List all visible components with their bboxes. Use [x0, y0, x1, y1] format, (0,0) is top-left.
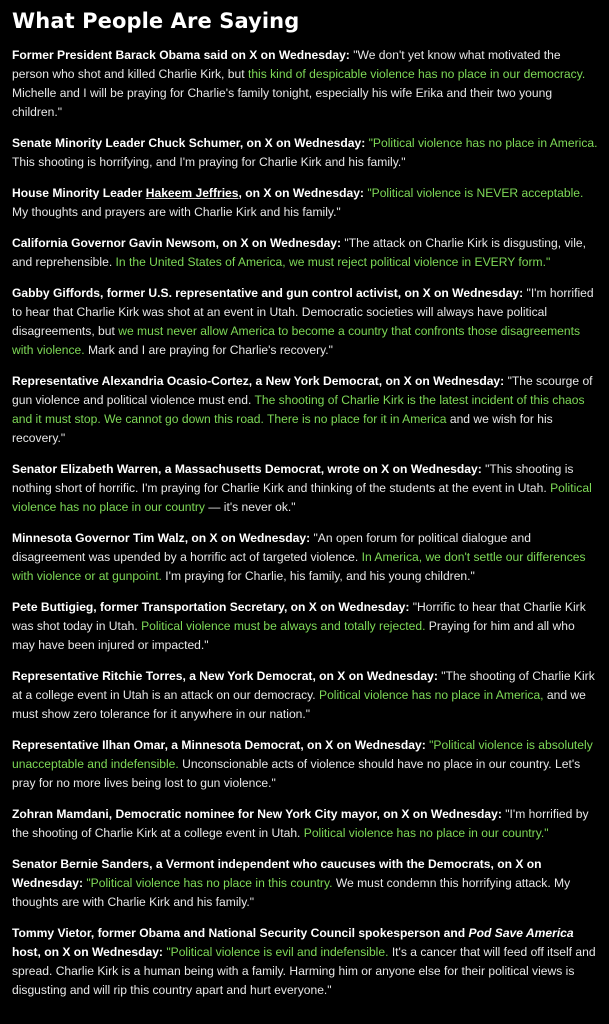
quote-text: and we wish for his recovery."	[12, 412, 553, 445]
quote-speaker: Minnesota Governor Tim Walz, on X on Wednesday:	[12, 531, 311, 545]
quote-paragraph	[12, 736, 599, 793]
quote-paragraph	[12, 46, 599, 122]
quote-paragraph	[12, 372, 599, 448]
quote-paragraph	[12, 805, 599, 843]
quote-highlight: Political violence has no place in our country."	[303, 826, 549, 840]
quote-paragraph	[12, 855, 599, 912]
quote-paragraph	[12, 924, 599, 1000]
quote-text: Praying for him and all who may have been injured or impacted."	[12, 619, 575, 652]
quote-speaker: Representative Ilhan Omar, a Minnesota Democrat, on X on Wednesday:	[12, 738, 426, 752]
quote-paragraph	[12, 234, 599, 272]
quote-highlight: "Political violence has no place in America.	[368, 136, 598, 150]
quote-text: and we must show zero tolerance for it anywhere in our nation."	[12, 688, 586, 721]
speaker-prefix: Tommy Vietor, former Obama and National Security Council spokesperson and	[12, 926, 469, 940]
quote-highlight: In the United States of America, we must reject political violence in EVERY form."	[115, 255, 551, 269]
quote-highlight: this kind of despicable violence has no place in our democracy.	[247, 67, 586, 81]
quote-highlight: "Political violence is NEVER acceptable.	[367, 186, 584, 200]
quote-highlight: Political violence must be always and totally rejected.	[141, 619, 426, 633]
quote-speaker	[12, 186, 364, 200]
quote-paragraph	[12, 134, 599, 172]
quote-speaker: Senate Minority Leader Chuck Schumer, on X on Wednesday:	[12, 136, 366, 150]
quote-speaker: Pete Buttigieg, former Transportation Secretary, on X on Wednesday:	[12, 600, 410, 614]
speaker-suffix: , on X on Wednesday:	[238, 186, 364, 200]
podcast-title: Pod Save America	[468, 926, 574, 940]
speaker-suffix: host, on X on Wednesday:	[12, 945, 163, 959]
quote-text: It's a cancer that will feed off itself and spread. Charlie Kirk is a human being with a family. Harming him or anyone else for their political views is disgusting and will rip this country apart and hurt everyone."	[12, 945, 596, 997]
quote-speaker: Zohran Mamdani, Democratic nominee for New York City mayor, on X on Wednesday:	[12, 807, 502, 821]
quote-highlight: In America, we don't settle our differences with violence or at gunpoint.	[12, 550, 586, 583]
quote-paragraph	[12, 460, 599, 517]
quote-paragraph	[12, 184, 599, 222]
quote-text: "We don't yet know what motivated the person who shot and killed Charlie Kirk, but	[12, 48, 561, 81]
quote-paragraph	[12, 529, 599, 586]
quote-highlight: The shooting of Charlie Kirk is the latest incident of this chaos and it must stop. We cannot go down this road. There is no place for it in America	[12, 393, 585, 426]
speaker-link[interactable]: Hakeem Jeffries	[145, 186, 239, 200]
quote-text: "The attack on Charlie Kirk is disgusting, vile, and reprehensible.	[12, 236, 586, 269]
quote-speaker: California Governor Gavin Newsom, on X on Wednesday:	[12, 236, 342, 250]
speaker-prefix: House Minority Leader	[12, 186, 146, 200]
quote-text: My thoughts and prayers are with Charlie Kirk and his family."	[12, 205, 341, 219]
quote-speaker: Gabby Giffords, former U.S. representative and gun control activist, on X on Wednesday:	[12, 286, 524, 300]
quote-speaker: Senator Elizabeth Warren, a Massachusetts Democrat, wrote on X on Wednesday:	[12, 462, 482, 476]
quote-highlight: we must never allow America to become a country that confronts those disagreements with violence.	[12, 324, 581, 357]
quote-text: "The scourge of gun violence and political violence must end.	[12, 374, 593, 407]
quote-speaker: Representative Ritchie Torres, a New York Democrat, on X on Wednesday:	[12, 669, 438, 683]
section-title: What People Are Saying	[12, 9, 300, 33]
quote-text: "I'm horrified to hear that Charlie Kirk was shot at an event in Utah. Democratic societies will always have political disagreements, but	[12, 286, 594, 338]
quote-speaker: Representative Alexandria Ocasio-Cortez, a New York Democrat, on X on Wednesday:	[12, 374, 505, 388]
quote-text: "The shooting of Charlie Kirk at a college event in Utah is an attack on our democracy.	[12, 669, 595, 702]
quote-speaker: Senator Bernie Sanders, a Vermont independent who caucuses with the Democrats, on X on Wednesday:	[12, 857, 542, 890]
quote-paragraph	[12, 598, 599, 655]
quote-text: "Horrific to hear that Charlie Kirk was shot today in Utah.	[12, 600, 586, 633]
quote-highlight: Political violence has no place in America,	[319, 688, 544, 702]
quote-text: I'm praying for Charlie, his family, and his young children."	[161, 569, 475, 583]
quote-paragraph	[12, 284, 599, 360]
quote-text: We must condemn this horrifying attack. My thoughts are with Charlie Kirk and his family."	[12, 876, 571, 909]
quote-highlight: "Political violence is absolutely unacceptable and indefensible.	[12, 738, 593, 771]
quote-speaker: Former President Barack Obama said on X on Wednesday:	[12, 48, 350, 62]
quote-highlight: "Political violence is evil and indefensible.	[166, 945, 389, 959]
quote-text: Michelle and I will be praying for Charlie's family tonight, especially his wife Erika and their two young children."	[12, 86, 553, 119]
quote-text: This shooting is horrifying, and I'm praying for Charlie Kirk and his family."	[12, 155, 406, 169]
quote-text: "An open forum for political dialogue and disagreement was upended by a horrific act of targeted violence.	[12, 531, 531, 564]
quote-highlight: "Political violence has no place in this country.	[86, 876, 333, 890]
quote-highlight: Political violence has no place in our country	[12, 481, 592, 514]
quote-text: Unconscionable acts of violence should have no place in our country. Let's pray for no more lives being lost to gun violence."	[12, 757, 581, 790]
quote-paragraph	[12, 667, 599, 724]
quote-text: Mark and I are praying for Charlie's recovery."	[84, 343, 333, 357]
quote-text: "This shooting is nothing short of horrific. I'm praying for Charlie Kirk and thinking of the students at the event in Utah.	[12, 462, 574, 495]
quote-text: "I'm horrified by the shooting of Charlie Kirk at a college event in Utah.	[12, 807, 589, 840]
quote-text: — it's never ok."	[204, 500, 296, 514]
